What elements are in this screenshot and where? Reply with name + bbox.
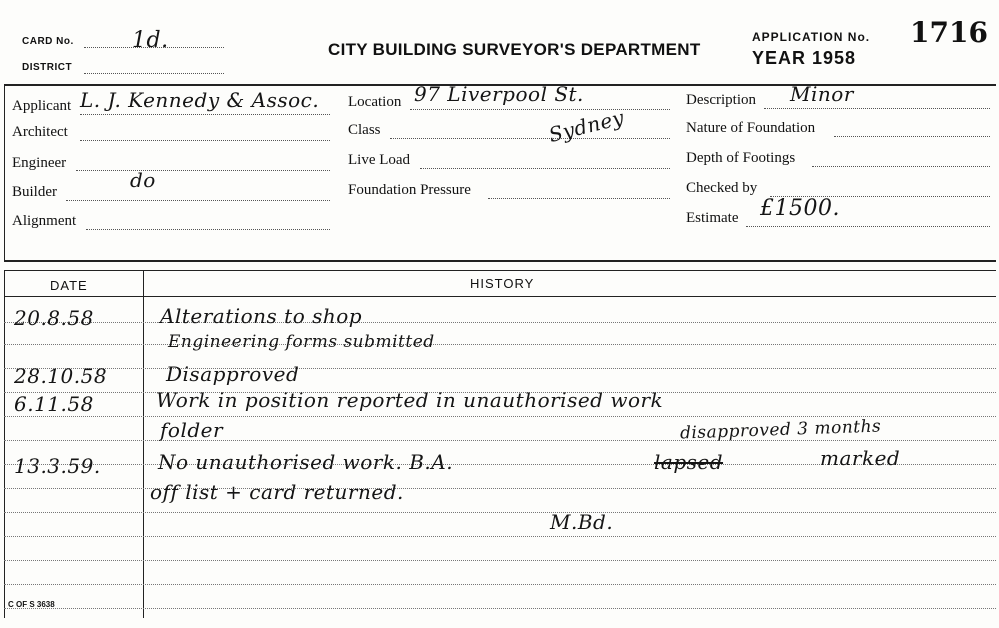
location-value: 97 Liverpool St. [414, 82, 584, 106]
form-code: C OF S 3638 [8, 600, 55, 609]
live-load-label: Live Load [348, 152, 411, 168]
application-number: 1716 [910, 16, 988, 49]
history-top-rule [4, 270, 996, 271]
alignment-line [86, 229, 330, 230]
builder-value: do [130, 168, 156, 192]
class-value: Sydney [546, 105, 627, 147]
history-text: Engineering forms submitted [168, 332, 435, 352]
engineer-line [76, 170, 330, 171]
location-line [410, 109, 670, 110]
initials: M.Bd. [550, 510, 614, 534]
engineer-label: Engineer [12, 155, 67, 171]
ruled-line [4, 344, 996, 345]
ruled-line [4, 560, 996, 561]
estimate-label: Estimate [686, 210, 739, 226]
struck-word: lapsed [654, 450, 724, 474]
foundation-pressure-line [488, 198, 670, 199]
history-date: 28.10.58 [14, 364, 108, 388]
builder-line [66, 200, 330, 201]
architect-line [80, 140, 330, 141]
history-continuation: marked [820, 446, 901, 470]
history-text: Disapproved [166, 362, 300, 386]
architect-label: Architect [12, 124, 68, 140]
left-border [4, 84, 5, 260]
district-label: DISTRICT [22, 62, 73, 73]
history-text: No unauthorised work. B.A. [158, 450, 454, 474]
ruled-line [4, 584, 996, 585]
year-label: YEAR 1958 [752, 48, 857, 68]
ruled-line [4, 608, 996, 609]
foundation-pressure-label: Foundation Pressure [348, 182, 471, 198]
applicant-value: L. J. Kennedy & Assoc. [80, 88, 320, 112]
ruled-line [4, 368, 996, 369]
district-line [84, 73, 224, 74]
checked-by-label: Checked by [686, 180, 758, 196]
class-label: Class [348, 122, 381, 138]
history-text: Work in position reported in unauthorised work [156, 388, 664, 412]
depth-of-footings-line [812, 166, 990, 167]
builder-label: Builder [12, 184, 57, 200]
history-text: folder [160, 418, 224, 442]
applicant-line [80, 114, 330, 115]
ruled-line [4, 512, 996, 513]
history-header-rule [4, 296, 996, 297]
history-date: 20.8.58 [14, 306, 94, 330]
nature-of-foundation-label: Nature of Foundation [686, 120, 816, 136]
depth-of-footings-label: Depth of Footings [686, 150, 796, 166]
department-title: CITY BUILDING SURVEYOR'S DEPARTMENT [328, 40, 701, 59]
history-insertion: disapproved 3 months [679, 416, 882, 444]
description-value: Minor [790, 82, 854, 106]
history-date: 13.3.59. [14, 454, 101, 478]
history-text: off list + card returned. [150, 480, 404, 504]
ruled-line [4, 536, 996, 537]
nature-of-foundation-line [834, 136, 990, 137]
ruled-line [4, 440, 996, 441]
card-no-label: CARD No. [22, 36, 74, 47]
history-date: 6.11.58 [14, 392, 94, 416]
estimate-line [746, 226, 990, 227]
applicant-label: Applicant [12, 98, 72, 114]
history-column-header: HISTORY [470, 276, 535, 291]
ruled-line [4, 322, 996, 323]
class-line [390, 138, 670, 139]
live-load-line [420, 168, 670, 169]
location-label: Location [348, 94, 402, 110]
alignment-label: Alignment [12, 213, 77, 229]
estimate-value: £1500. [760, 196, 840, 221]
application-no-label: APPLICATION No. [752, 30, 871, 44]
history-text: Alterations to shop [160, 304, 363, 328]
card-no-value: 1d. [132, 28, 169, 53]
description-label: Description [686, 92, 756, 108]
date-column-header: DATE [50, 278, 88, 293]
description-line [764, 108, 990, 109]
fields-bottom-rule [4, 260, 996, 262]
